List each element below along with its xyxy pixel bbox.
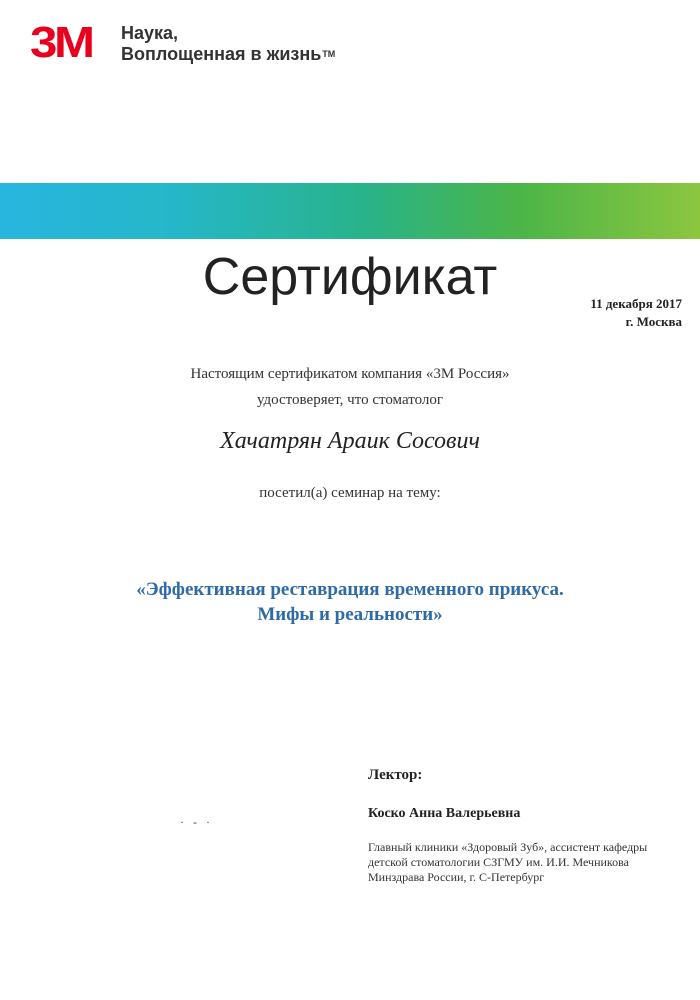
- recipient-name: Хачатрян Араик Сосович: [220, 428, 480, 454]
- signature-mark: · ‐ ·: [180, 815, 213, 829]
- lecturer-description: [368, 840, 678, 885]
- intro-text: [0, 361, 700, 413]
- lecturer-label: Лектор:: [368, 767, 423, 783]
- tagline-line-2-text: Воплощенная в жизнь: [121, 44, 322, 64]
- tagline-line-2: [121, 44, 335, 65]
- 3m-logo: 3M: [30, 18, 92, 67]
- tagline-line-1: Наука,: [121, 23, 179, 43]
- seminar-topic: [0, 577, 700, 627]
- lecturer-desc-line-1: Главный клиники «Здоровый Зуб», ассистент кафедры: [368, 840, 648, 854]
- topic-line-1: «Эффективная реставрация временного прикуса.: [136, 579, 564, 600]
- visited-text: посетил(а) семинар на тему:: [259, 485, 441, 501]
- lecturer-desc-line-2: детской стоматологии СЗГМУ им. И.И. Мечникова: [368, 855, 629, 869]
- gradient-band: [0, 183, 700, 239]
- topic-line-2: Мифы и реальности»: [257, 604, 443, 625]
- date-place-block: [590, 295, 682, 331]
- lecturer-name: Коско Анна Валерьевна: [368, 806, 521, 821]
- brand-tagline: [121, 23, 335, 65]
- intro-line-2: удостоверяет, что стоматолог: [256, 392, 444, 408]
- lecturer-desc-line-3: Минздрава России, г. С-Петербург: [368, 870, 545, 884]
- trademark-sign: TM: [322, 49, 336, 59]
- certificate-city: г. Москва: [625, 314, 682, 329]
- intro-line-1: Настоящим сертификатом компания «3М Россия»: [190, 366, 510, 382]
- certificate-title: Сертификат: [202, 248, 498, 306]
- certificate-date: 11 декабря 2017: [590, 296, 682, 311]
